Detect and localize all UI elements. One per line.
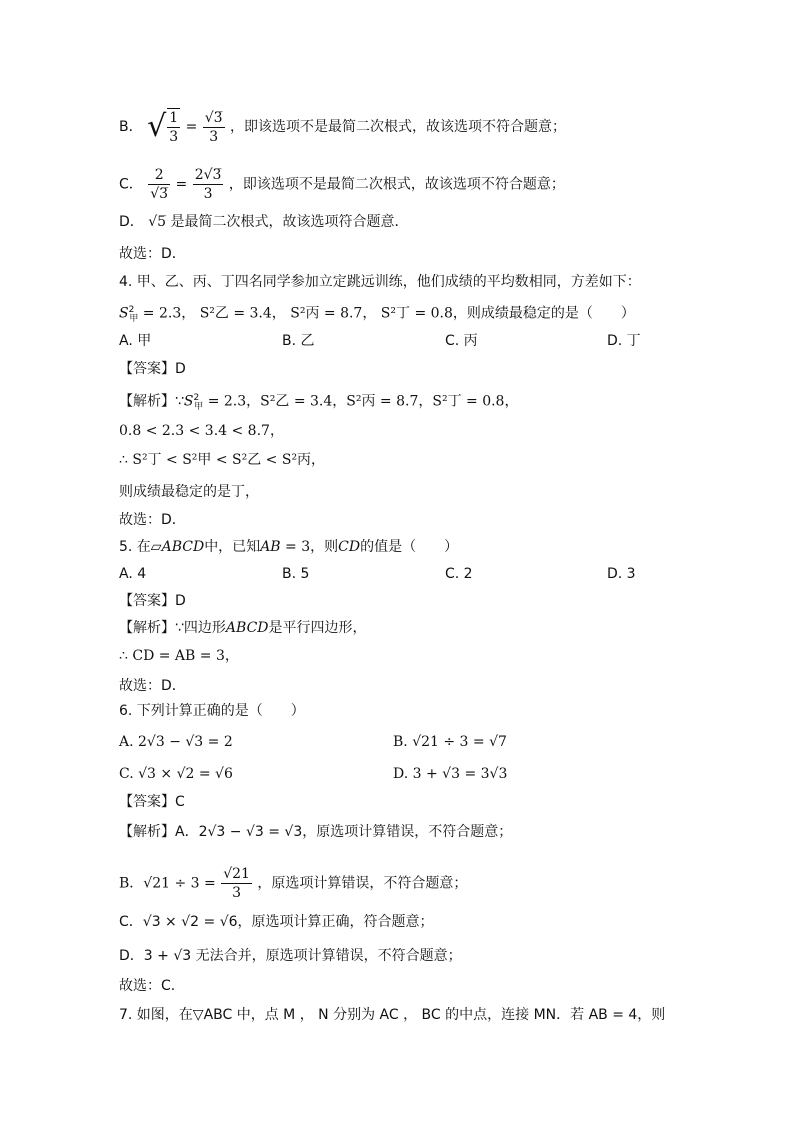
q4-option-c: C. 丙 — [445, 333, 478, 349]
option-label: D． — [119, 214, 144, 230]
option-label: C． — [119, 176, 143, 193]
q5-select: 故选：D． — [119, 678, 186, 694]
question-7-title: 7. 如图，在▽ABC 中，点 M ， N 分别为 AC ， BC 的中点，连接 MN．若 AB = 4，则 — [119, 1007, 666, 1023]
question-4-title: 4. 甲、乙、丙、丁四名同学参加立定跳远训练，他们成绩的平均数相同，方差如下： — [119, 274, 641, 290]
option-d-line: D． √5̅ 是最简二次根式，故该选项符合题意． — [119, 214, 409, 230]
q6-select: 故选：C. — [119, 978, 176, 994]
q5-option-d: D. 3 — [607, 566, 636, 582]
q4-inequality: 0.8 < 2.3 < 3.4 < 8.7， — [119, 423, 284, 439]
option-label: B． — [119, 119, 143, 135]
q5-answer: 【答案】D — [119, 593, 186, 609]
q5-option-c: C. 2 — [445, 566, 473, 582]
q5-analysis: 【解析】∵四边形ABCD是平行四边形， — [119, 620, 367, 636]
option-b-line: B． √ $\frac{1}{3}$ = $\frac{√3̅}{3}$ ，即该选项不是最简二次根式，故该选项不符合题意； — [119, 109, 567, 145]
q4-select: 故选：D． — [119, 512, 186, 528]
q6-option-d: D. 3 + √3 = 3√3 — [393, 766, 508, 782]
fraction: $\frac{2√3̅}{3}$ — [194, 167, 222, 202]
q4-conclusion: 则成绩最稳定的是丁， — [119, 484, 259, 500]
q6-option-a: A. 2√3 − √3 = 2 — [119, 734, 233, 750]
q4-option-a: A. 甲 — [119, 333, 152, 349]
sqrt-fraction: √ $\frac{1}{3}$ — [147, 109, 179, 145]
question-5-title: 5. 在▱ABCD中，已知AB = 3，则CD的值是（ ） — [119, 539, 459, 555]
q6-analysis-c: C．√3 × √2 = √6，原选项计算正确，符合题意； — [119, 914, 434, 930]
q6-analysis-b: B．√21 ÷ 3 = $\frac{√21}{3}$ ，原选项计算错误，不符合题意； — [119, 866, 468, 901]
q4-answer: 【答案】D — [119, 361, 186, 377]
q6-analysis-d: D．3 + √3 无法合并，原选项计算错误，不符合题意； — [119, 948, 462, 964]
question-4-values: $S^2_甲 = 2.3$， S²乙 = 3.4， S²丙 = 8.7， S²丁 = 0.8，则成绩最稳定的是（ ） — [119, 305, 635, 325]
fraction: $\frac{√3̅}{3}$ — [204, 109, 223, 145]
fraction: $\frac{√21}{3}$ — [223, 866, 250, 901]
q6-option-b: B. √21 ÷ 3 = √7 — [393, 734, 507, 750]
q6-answer: 【答案】C — [119, 794, 185, 810]
sqrt-expression: √5̅ — [148, 214, 167, 230]
q4-option-b: B. 乙 — [282, 333, 315, 349]
option-c-line: C． $\frac{2}{√3̅}$ = $\frac{2√3̅}{3}$ ，即该选项不是最简二次根式，故该选项不符合题意； — [119, 167, 565, 202]
q4-therefore: ∴ S²丁 < S²甲 < S²乙 < S²丙， — [119, 452, 326, 468]
q4-option-d: D. 丁 — [607, 333, 641, 349]
answer-line: 故选：D． — [119, 246, 186, 262]
q4-analysis: 【解析】$\because S^2_甲 = 2.3$，S²乙 = 3.4，S²丙 = 8.7，S²丁 = 0.8， — [119, 393, 519, 413]
fraction: $\frac{2}{√3̅}$ — [150, 167, 169, 202]
q5-option-b: B. 5 — [282, 566, 310, 582]
q6-option-c: C. √3 × √2 = √6 — [119, 766, 233, 782]
q5-option-a: A. 4 — [119, 566, 147, 582]
q6-analysis-a: 【解析】A．2√3 − √3 = √3，原选项计算错误，不符合题意； — [119, 824, 513, 840]
q5-therefore: ∴ CD = AB = 3， — [119, 648, 239, 664]
question-6-title: 6. 下列计算正确的是（ ） — [119, 703, 305, 719]
